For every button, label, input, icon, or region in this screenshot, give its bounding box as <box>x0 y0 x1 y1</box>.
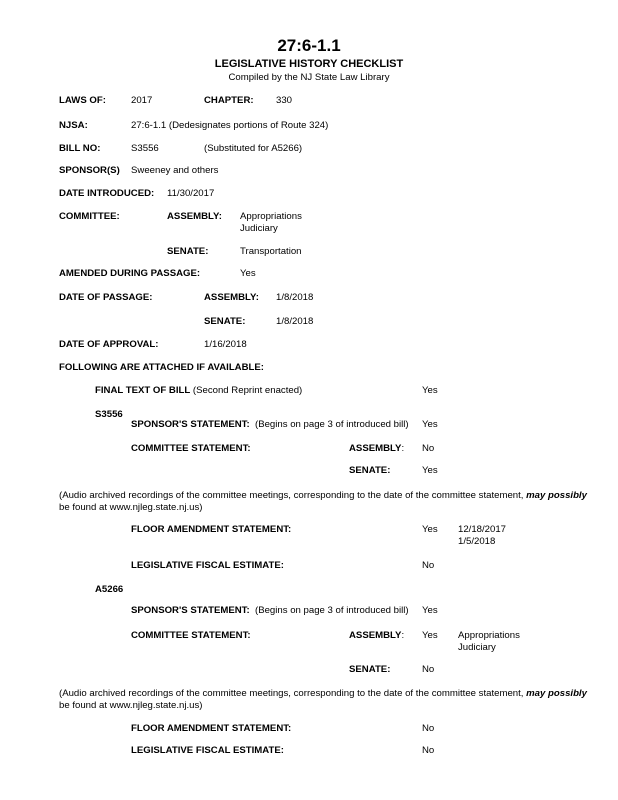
bill-heading-a5266: A5266 <box>95 584 124 595</box>
s3556-sponsor-statement-label: SPONSOR'S STATEMENT: <box>131 419 250 430</box>
compiled-by: Compiled by the NJ State Law Library <box>228 72 390 83</box>
s3556-sponsor-statement-note: (Begins on page 3 of introduced bill) <box>255 419 409 430</box>
chapter-value: 330 <box>276 95 293 106</box>
a5266-sponsor-statement-row <box>131 605 409 616</box>
audio-note-emphasis: may possibly <box>526 688 587 699</box>
laws-of-label: LAWS OF: <box>59 95 106 106</box>
s3556-floor-amendment-value: Yes <box>422 524 438 535</box>
final-text-value: Yes <box>422 385 438 396</box>
s3556-assembly-row: ASSEMBLY: <box>349 443 405 454</box>
s3556-floor-amendment-label: FLOOR AMENDMENT STATEMENT: <box>131 524 292 535</box>
audio-note <box>59 688 587 699</box>
passage-senate-label: SENATE: <box>204 316 246 327</box>
a5266-fiscal-estimate-label: LEGISLATIVE FISCAL ESTIMATE: <box>131 745 284 756</box>
a5266-sponsor-statement-label: SPONSOR'S STATEMENT: <box>131 605 250 616</box>
final-text-row <box>95 385 302 396</box>
bill-heading-s3556: S3556 <box>95 409 123 420</box>
audio-note-text: (Audio archived recordings of the committee meetings, corresponding to the date of the committee statement, <box>59 688 527 699</box>
committee-label: COMMITTEE: <box>59 211 120 222</box>
s3556-floor-date-1: 12/18/2017 <box>458 524 507 535</box>
njsa-value: 27:6-1.1 (Dedesignates portions of Route 324) <box>131 120 329 131</box>
audio-note-emphasis: may possibly <box>526 490 587 501</box>
a5266-senate-label: SENATE: <box>349 664 391 675</box>
date-passage-label: DATE OF PASSAGE: <box>59 292 153 303</box>
s3556-fiscal-estimate-value: No <box>422 560 435 571</box>
a5266-fiscal-estimate-value: No <box>422 745 435 756</box>
bill-substituted-note: (Substituted for A5266) <box>204 143 303 154</box>
a5266-floor-amendment-label: FLOOR AMENDMENT STATEMENT: <box>131 723 292 734</box>
final-text-note: (Second Reprint enacted) <box>192 385 303 396</box>
amended-label: AMENDED DURING PASSAGE: <box>59 268 201 279</box>
s3556-senate-value: Yes <box>422 465 438 476</box>
committee-senate-label: SENATE: <box>167 246 209 257</box>
s3556-senate-label: SENATE: <box>349 465 391 476</box>
a5266-assembly-value: Yes <box>422 630 438 641</box>
committee-senate-value: Transportation <box>240 246 302 257</box>
s3556-assembly-value: No <box>422 443 435 454</box>
passage-assembly-value: 1/8/2018 <box>276 292 314 303</box>
audio-note-text: (Audio archived recordings of the committee meetings, corresponding to the date of the committee statement, <box>59 490 527 501</box>
amended-value: Yes <box>240 268 256 279</box>
s3556-floor-date-2: 1/5/2018 <box>458 536 496 547</box>
s3556-sponsor-statement-row <box>131 419 409 430</box>
date-introduced-value: 11/30/2017 <box>167 188 215 199</box>
date-approval-value: 1/16/2018 <box>204 339 247 350</box>
a5266-assembly-committee-1: Appropriations <box>458 630 520 641</box>
final-text-label: FINAL TEXT OF BILL <box>95 385 191 396</box>
date-approval-label: DATE OF APPROVAL: <box>59 339 159 350</box>
chapter-label: CHAPTER: <box>204 95 254 106</box>
a5266-floor-amendment-value: No <box>422 723 435 734</box>
s3556-assembly-label: ASSEMBLY <box>349 443 402 454</box>
a5266-assembly-label: ASSEMBLY <box>349 630 402 641</box>
bill-no-label: BILL NO: <box>59 143 101 154</box>
s3556-sponsor-statement-value: Yes <box>422 419 438 430</box>
a5266-assembly-row: ASSEMBLY: <box>349 630 405 641</box>
passage-senate-value: 1/8/2018 <box>276 316 314 327</box>
a5266-sponsor-statement-value: Yes <box>422 605 438 616</box>
audio-note-line2: be found at www.njleg.state.nj.us) <box>59 502 203 513</box>
s3556-committee-statement-label: COMMITTEE STATEMENT: <box>131 443 251 454</box>
sponsor-label: SPONSOR(S) <box>59 165 120 176</box>
committee-assembly-2: Judiciary <box>240 223 278 234</box>
date-introduced-label: DATE INTRODUCED: <box>59 188 155 199</box>
committee-assembly-label: ASSEMBLY: <box>167 211 222 222</box>
attached-heading: FOLLOWING ARE ATTACHED IF AVAILABLE: <box>59 362 264 373</box>
sponsor-value: Sweeney and others <box>131 165 219 176</box>
a5266-sponsor-statement-note: (Begins on page 3 of introduced bill) <box>255 605 409 616</box>
njsa-label: NJSA: <box>59 120 88 131</box>
passage-assembly-label: ASSEMBLY: <box>204 292 259 303</box>
a5266-assembly-committee-2: Judiciary <box>458 642 496 653</box>
audio-note-line2: be found at www.njleg.state.nj.us) <box>59 700 203 711</box>
audio-note <box>59 490 587 501</box>
s3556-fiscal-estimate-label: LEGISLATIVE FISCAL ESTIMATE: <box>131 560 284 571</box>
page-subtitle: LEGISLATIVE HISTORY CHECKLIST <box>214 58 404 70</box>
committee-assembly-1: Appropriations <box>240 211 302 222</box>
a5266-committee-statement-label: COMMITTEE STATEMENT: <box>131 630 251 641</box>
bill-no-value: S3556 <box>131 143 159 154</box>
page-title: 27:6-1.1 <box>277 36 341 55</box>
laws-of-value: 2017 <box>131 95 153 106</box>
a5266-senate-value: No <box>422 664 435 675</box>
